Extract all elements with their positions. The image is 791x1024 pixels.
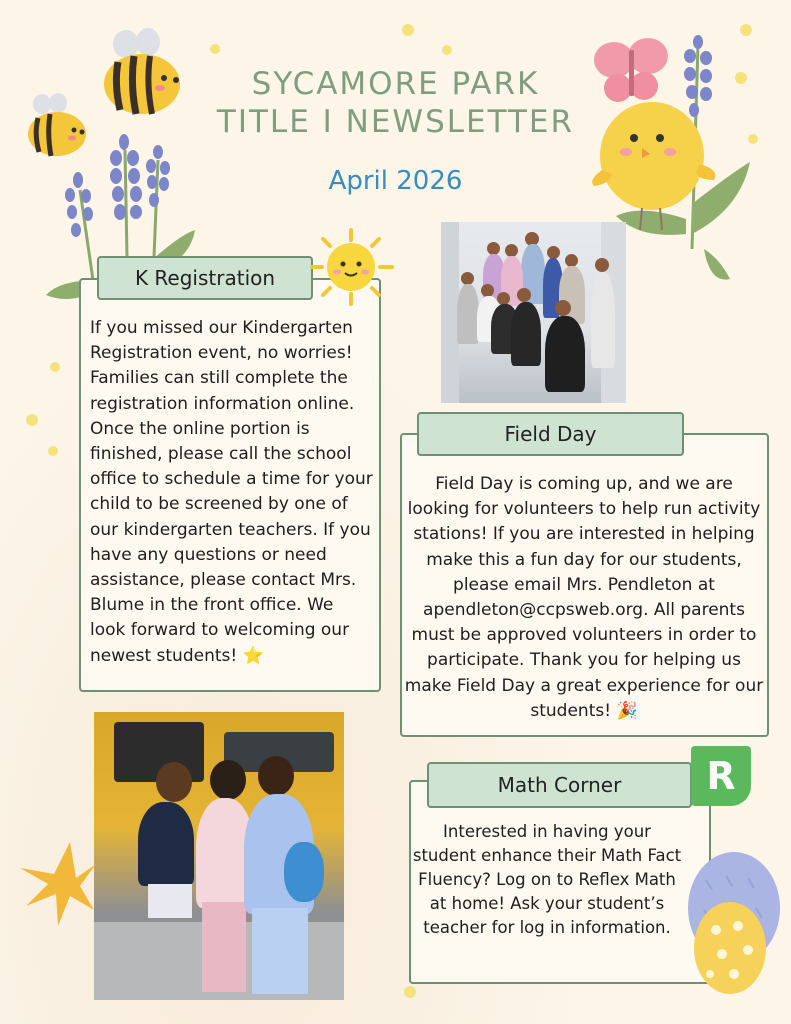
confetti-dot [210,44,220,54]
newsletter-title-line2: TITLE I NEWSLETTER [216,104,575,140]
reflex-logo-letter: R [706,754,736,798]
star-flower-icon [14,834,98,930]
students-group-photo [441,222,626,403]
newsletter-title-line1: SYCAMORE PARK [251,66,540,102]
k-registration-heading: K Registration [97,256,313,300]
confetti-dot [26,414,38,426]
math-corner-body: Interested in having your student enhance their Math Fact Fluency? Log on to Reflex Math at home! Ask your student’s teacher for log in information. [412,822,682,937]
reflex-logo-icon [691,746,751,806]
confetti-dot [50,362,60,372]
confetti-dot [442,45,452,55]
field-day-body: Field Day is coming up, and we are looking for volunteers to help run activity stations! If you are interested in helping make this a fun day for our students, please email Mrs. Pendleton at apendleton@ccpsweb.org. All parents must be approved volunteers in order to participate. Thank you for helping us make Field Day a great experience for our students! 🎉 [404,474,764,721]
math-corner-heading: Math Corner [427,762,692,808]
students-bus-photo [94,712,344,1000]
k-registration-body: If you missed our Kindergarten Registration event, no worries! Families can still complete the registration information online. Once the online portion is finished, please call the school office to schedule a time for your child to be screened by one of our kindergarten teachers. If you have any questions or need assistance, please contact Mrs. Blume in the front office. We look forward to welcoming our newest students! ⭐ [90,318,373,666]
confetti-dot [402,24,414,36]
newsletter-date: April 2026 [328,166,463,196]
easter-egg-icon [676,850,782,1000]
sun-icon [306,226,396,308]
confetti-dot [404,986,416,998]
confetti-dot [48,446,58,456]
field-day-heading: Field Day [417,412,684,456]
